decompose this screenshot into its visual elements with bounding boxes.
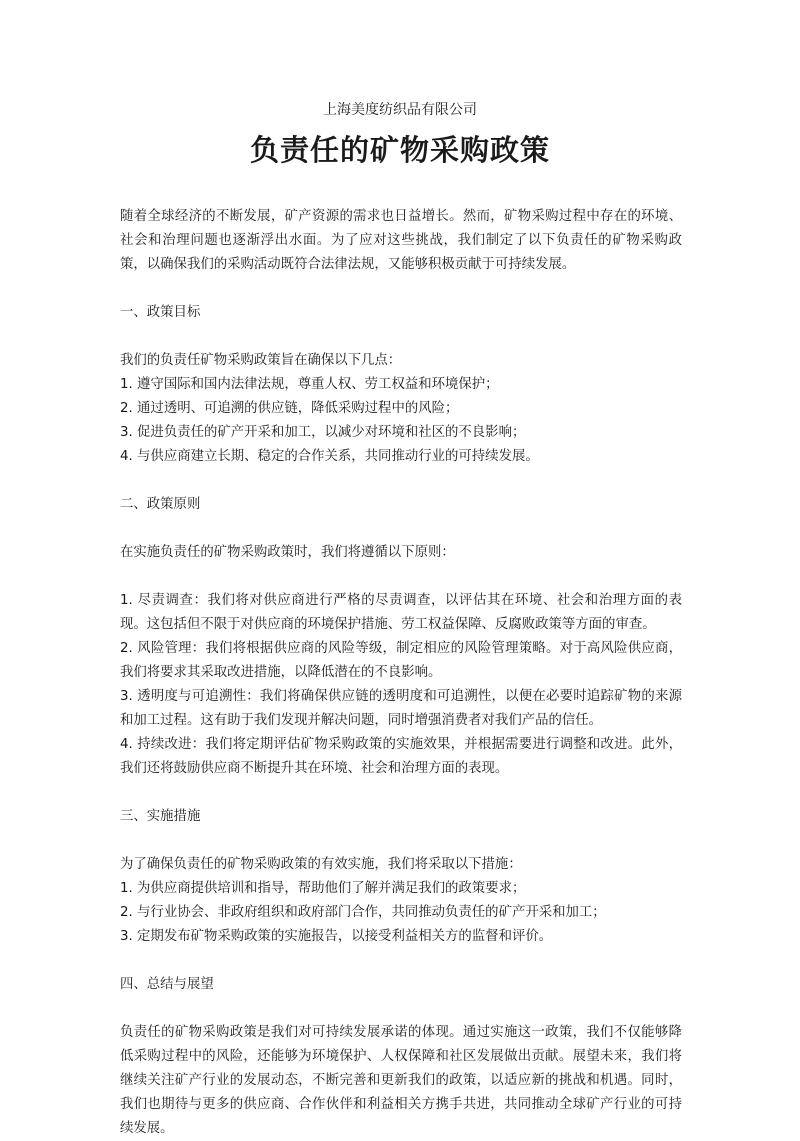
list-item: 3. 透明度与可追溯性：我们将确保供应链的透明度和可追溯性，以便在必要时追踪矿物的来源和加工过程。这有助于我们发现并解决问题，同时增强消费者对我们产品的信任。 bbox=[120, 689, 682, 728]
section-heading-principles: 二、政策原则 bbox=[120, 497, 201, 512]
list-item: 1. 为供应商提供培训和指导，帮助他们了解并满足我们的政策要求； bbox=[120, 881, 526, 896]
document-title: 负责任的矿物采购政策 bbox=[249, 133, 550, 167]
section-heading-objectives: 一、政策目标 bbox=[120, 305, 201, 320]
section-heading-summary: 四、总结与展望 bbox=[120, 977, 214, 992]
list-item: 2. 通过透明、可追溯的供应链，降低采购过程中的风险； bbox=[120, 401, 459, 416]
list-item: 1. 遵守国际和国内法律法规，尊重人权、劳工权益和环境保护； bbox=[120, 377, 499, 392]
list-item: 2. 风险管理：我们将根据供应商的风险等级，制定相应的风险管理策略。对于高风险供应商，我们将要求其采取改进措施，以降低潜在的不良影响。 bbox=[120, 641, 682, 680]
document-body bbox=[120, 205, 682, 1141]
objectives-lead: 我们的负责任矿物采购政策旨在确保以下几点： bbox=[120, 353, 402, 368]
intro-paragraph: 随着全球经济的不断发展，矿产资源的需求也日益增长。然而，矿物采购过程中存在的环境、社会和治理问题也逐渐浮出水面。为了应对这些挑战，我们制定了以下负责任的矿物采购政策，以确保我们的采购活动既符合法律法规，又能够积极贡献于可持续发展。 bbox=[120, 209, 682, 272]
company-name: 上海美度纺织品有限公司 bbox=[323, 102, 477, 118]
list-item: 3. 定期发布矿物采购政策的实施报告，以接受利益相关方的监督和评价。 bbox=[120, 929, 553, 944]
list-item: 2. 与行业协会、非政府组织和政府部门合作，共同推动负责任的矿产开采和加工； bbox=[120, 905, 606, 920]
list-item: 4. 与供应商建立长期、稳定的合作关系，共同推动行业的可持续发展。 bbox=[120, 449, 539, 464]
section-heading-measures: 三、实施措施 bbox=[120, 809, 201, 824]
summary-paragraph: 负责任的矿物采购政策是我们对可持续发展承诺的体现。通过实施这一政策，我们不仅能够降低采购过程中的风险，还能够为环境保护、人权保障和社区发展做出贡献。展望未来，我们将继续关注矿产行业的发展动态，不断完善和更新我们的政策，以适应新的挑战和机遇。同时，我们也期待与更多的供应商、合作伙伴和利益相关方携手共进，共同推动全球矿产行业的可持续发展。 bbox=[120, 1025, 682, 1136]
list-item: 4. 持续改进：我们将定期评估矿物采购政策的实施效果，并根据需要进行调整和改进。此外，我们还将鼓励供应商不断提升其在环境、社会和治理方面的表现。 bbox=[120, 737, 682, 776]
measures-lead: 为了确保负责任的矿物采购政策的有效实施，我们将采取以下措施： bbox=[120, 857, 522, 872]
list-item: 3. 促进负责任的矿产开采和加工，以减少对环境和社区的不良影响； bbox=[120, 425, 526, 440]
principles-lead: 在实施负责任的矿物采购政策时，我们将遵循以下原则： bbox=[120, 545, 455, 560]
list-item: 1. 尽责调查：我们将对供应商进行严格的尽责调查，以评估其在环境、社会和治理方面的表现。这包括但不限于对供应商的环境保护措施、劳工权益保障、反腐败政策等方面的审查。 bbox=[120, 593, 682, 632]
